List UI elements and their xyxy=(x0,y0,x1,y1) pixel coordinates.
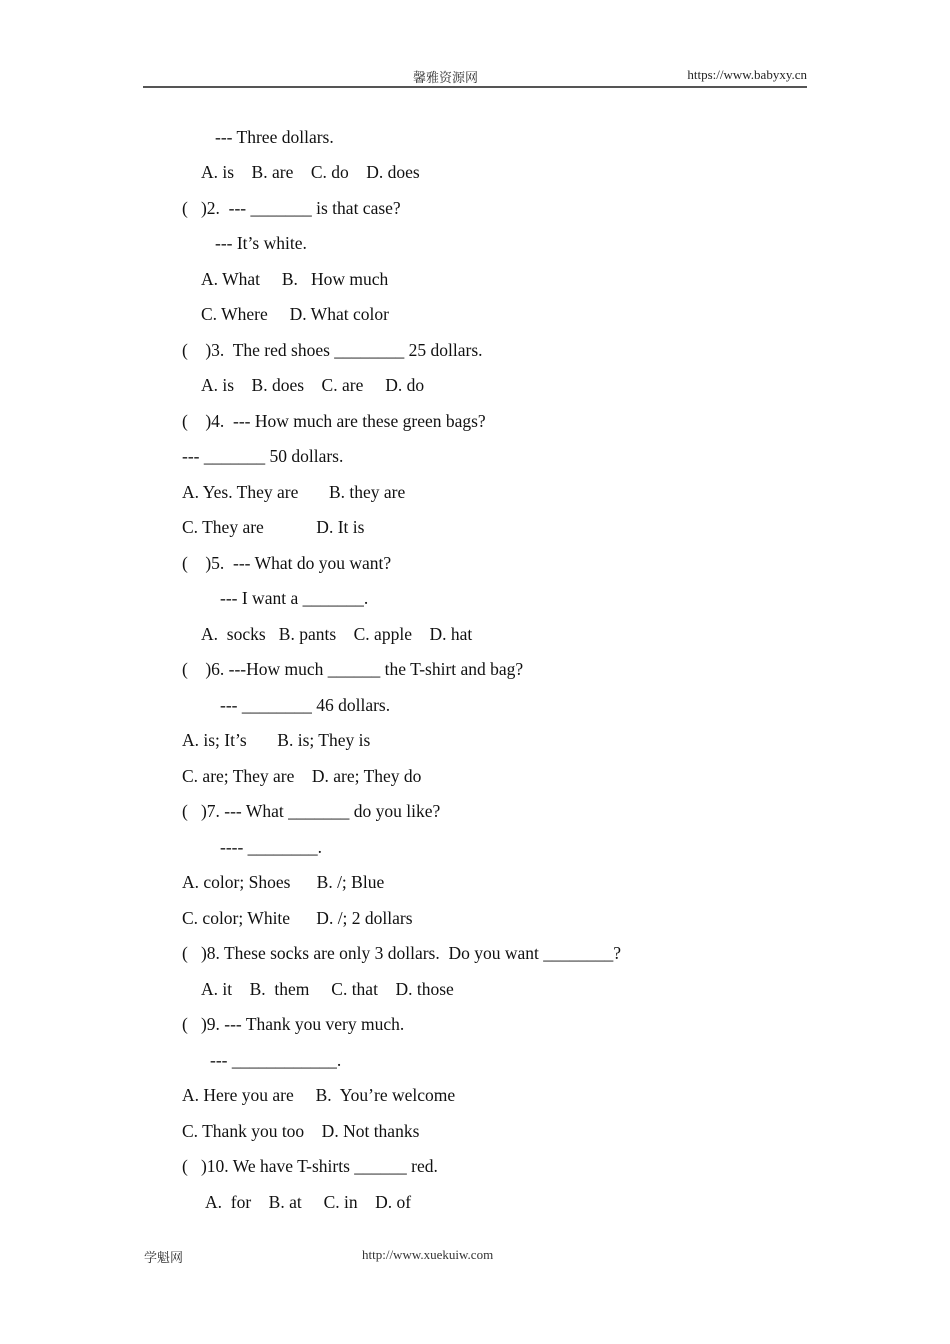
footer-site-name: 学魁网 xyxy=(144,1250,184,1265)
text-line: --- I want a _______. xyxy=(220,588,369,608)
text-line: --- _______ 50 dollars. xyxy=(182,446,344,466)
text-line: --- Three dollars. xyxy=(215,127,334,147)
text-line: ( )4. --- How much are these green bags? xyxy=(182,411,486,431)
text-line: A. is; It’s B. is; They is xyxy=(182,730,371,750)
text-line: C. are; They are D. are; They do xyxy=(182,766,422,786)
text-line: A. socks B. pants C. apple D. hat xyxy=(201,624,473,644)
header-site-name: 馨雅资源网 xyxy=(413,70,479,85)
text-line: ( )6. ---How much ______ the T-shirt and bag? xyxy=(182,659,524,679)
text-line: ( )8. These socks are only 3 dollars. Do you want ________? xyxy=(182,943,622,963)
footer-url: http://www.xuekuiw.com xyxy=(362,1247,494,1262)
text-line: ( )3. The red shoes ________ 25 dollars. xyxy=(182,340,483,360)
text-line: A. for B. at C. in D. of xyxy=(205,1192,412,1212)
text-line: ( )10. We have T-shirts ______ red. xyxy=(182,1156,438,1176)
text-line: C. color; White D. /; 2 dollars xyxy=(182,908,413,928)
text-line: ( )5. --- What do you want? xyxy=(182,553,392,573)
text-line: A. is B. does C. are D. do xyxy=(201,375,425,395)
text-line: A. Yes. They are B. they are xyxy=(182,482,406,502)
page-header xyxy=(143,66,807,88)
text-line: A. color; Shoes B. /; Blue xyxy=(182,872,385,892)
text-line: ( )9. --- Thank you very much. xyxy=(182,1014,405,1034)
text-line: A. it B. them C. that D. those xyxy=(201,979,454,999)
text-line: A. Here you are B. You’re welcome xyxy=(182,1085,456,1105)
text-line: C. Where D. What color xyxy=(201,304,389,324)
text-line: ---- ________. xyxy=(220,837,323,857)
text-line: A. What B. How much xyxy=(201,269,389,289)
text-line: ( )2. --- _______ is that case? xyxy=(182,198,401,218)
text-line: C. Thank you too D. Not thanks xyxy=(182,1121,420,1141)
text-line: A. is B. are C. do D. does xyxy=(201,162,420,182)
text-line: ( )7. --- What _______ do you like? xyxy=(182,801,441,821)
text-line: C. They are D. It is xyxy=(182,517,365,537)
header-url: https://www.babyxy.cn xyxy=(687,67,807,82)
text-line: --- It’s white. xyxy=(215,233,307,253)
text-line: --- ____________. xyxy=(210,1050,342,1070)
text-line: --- ________ 46 dollars. xyxy=(220,695,391,715)
